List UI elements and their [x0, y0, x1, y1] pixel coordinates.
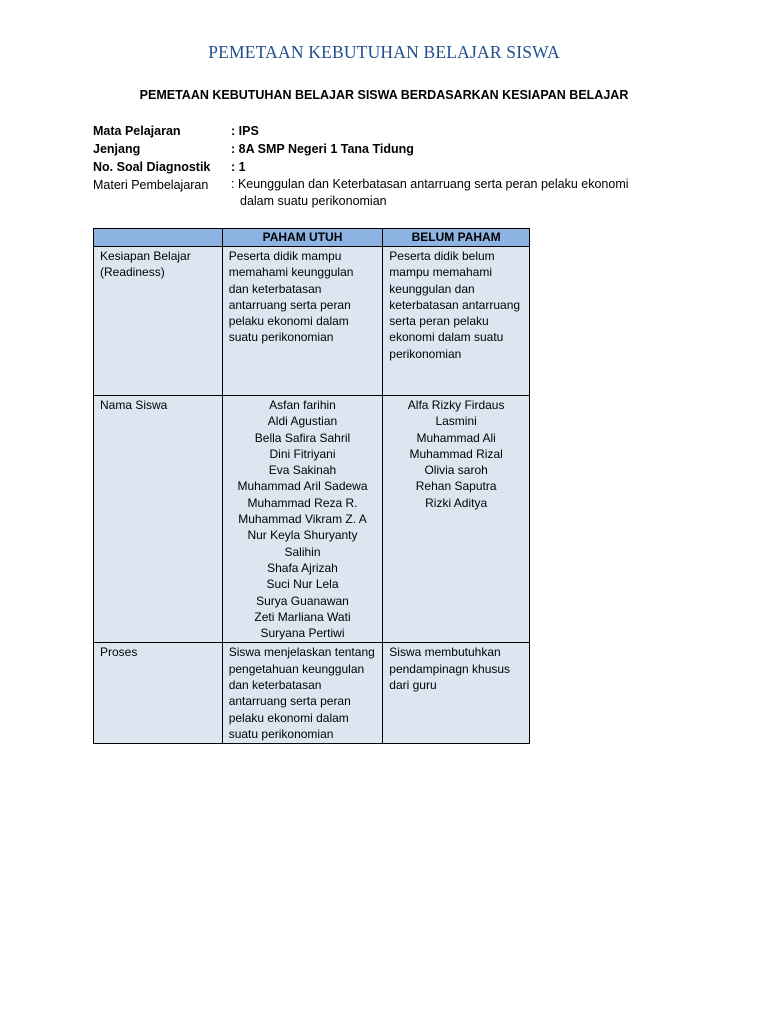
student-name: Muhammad Ali — [416, 430, 496, 445]
student-name: Eva Sakinah — [268, 463, 337, 478]
metadata-block — [93, 122, 693, 212]
learning-needs-table — [93, 228, 530, 744]
meta-label: No. Soal Diagnostik — [93, 160, 211, 174]
student-name: Rizki Aditya — [425, 495, 488, 510]
student-name: Muhammad Rizal — [409, 446, 503, 461]
meta-value — [231, 176, 671, 210]
readiness-belum-cell: Peserta didik belum mampu memahami keunggulan dan keterbatasan antarruang serta peran pelaku ekonomi dalam suatu perikonomian — [383, 247, 530, 396]
meta-label: Mata Pelajaran — [93, 124, 181, 138]
meta-value: : 8A SMP Negeri 1 Tana Tidung — [231, 142, 414, 156]
meta-value: : IPS — [231, 124, 259, 138]
materi-line-1: : Keunggulan dan Keterbatasan antarruang serta peran pelaku ekonomi — [231, 177, 629, 191]
student-name: Asfan farihin — [269, 398, 336, 412]
student-name: Aldi Agustian — [267, 414, 338, 429]
readiness-paham-cell: Peserta didik mampu memahami keunggulan dan keterbatasan antarruang serta peran pelaku ekonomi dalam suatu perikonomian — [222, 247, 383, 396]
student-name: Suryana Pertiwi — [260, 626, 345, 641]
document-title: PEMETAAN KEBUTUHAN BELAJAR SISWA — [208, 42, 560, 62]
process-belum-cell: Siswa membutuhkan pendampinagn khusus dari guru — [383, 643, 530, 744]
student-name: Nur Keyla Shuryanty Salihin — [247, 528, 358, 559]
students-belum-cell — [383, 396, 530, 643]
row-label-process: Proses — [94, 643, 223, 744]
header-paham-utuh: PAHAM UTUH — [222, 229, 383, 247]
table-row-process — [94, 643, 530, 744]
student-name: Zeti Marliana Wati — [254, 609, 351, 624]
student-name: Suci Nur Lela — [266, 577, 339, 592]
process-paham-cell: Siswa menjelaskan tentang pengetahuan keunggulan dan keterbatasan antarruang serta peran pelaku ekonomi dalam suatu perikonomian — [222, 643, 383, 744]
meta-label: Materi Pembelajaran — [93, 178, 209, 192]
row-label-readiness: Kesiapan Belajar (Readiness) — [94, 247, 223, 396]
student-name: Muhammad Aril Sadewa — [237, 479, 368, 494]
table-row-readiness — [94, 247, 530, 396]
student-name: Olivia saroh — [424, 463, 488, 478]
student-name: Dini Fitriyani — [269, 446, 336, 461]
student-name: Bella Safira Sahril — [254, 430, 351, 445]
student-name: Shafa Ajrizah — [267, 560, 338, 575]
student-name: Rehan Saputra — [415, 479, 497, 494]
student-name: Muhammad Vikram Z. A — [238, 512, 367, 527]
meta-row-level — [93, 140, 693, 158]
table-row-students — [94, 396, 530, 643]
meta-row-material — [93, 176, 693, 212]
materi-line-2: dalam suatu perikonomian — [240, 194, 387, 208]
students-paham-cell — [222, 396, 383, 643]
table-header-row — [94, 229, 530, 247]
student-name: Alfa Rizky Firdaus — [407, 398, 505, 412]
student-name: Surya Guanawan — [256, 593, 349, 608]
student-name: Lasmini — [435, 414, 477, 429]
header-belum-paham: BELUM PAHAM — [383, 229, 530, 247]
meta-label: Jenjang — [93, 142, 141, 156]
meta-row-diagnostic-number — [93, 158, 693, 176]
row-label-students: Nama Siswa — [94, 396, 223, 643]
document-subtitle: PEMETAAN KEBUTUHAN BELAJAR SISWA BERDASARKAN KESIAPAN BELAJAR — [139, 88, 629, 102]
meta-value: : 1 — [231, 160, 246, 174]
meta-row-subject — [93, 122, 693, 140]
header-cell-empty — [94, 229, 223, 247]
student-name: Muhammad Reza R. — [247, 495, 358, 510]
